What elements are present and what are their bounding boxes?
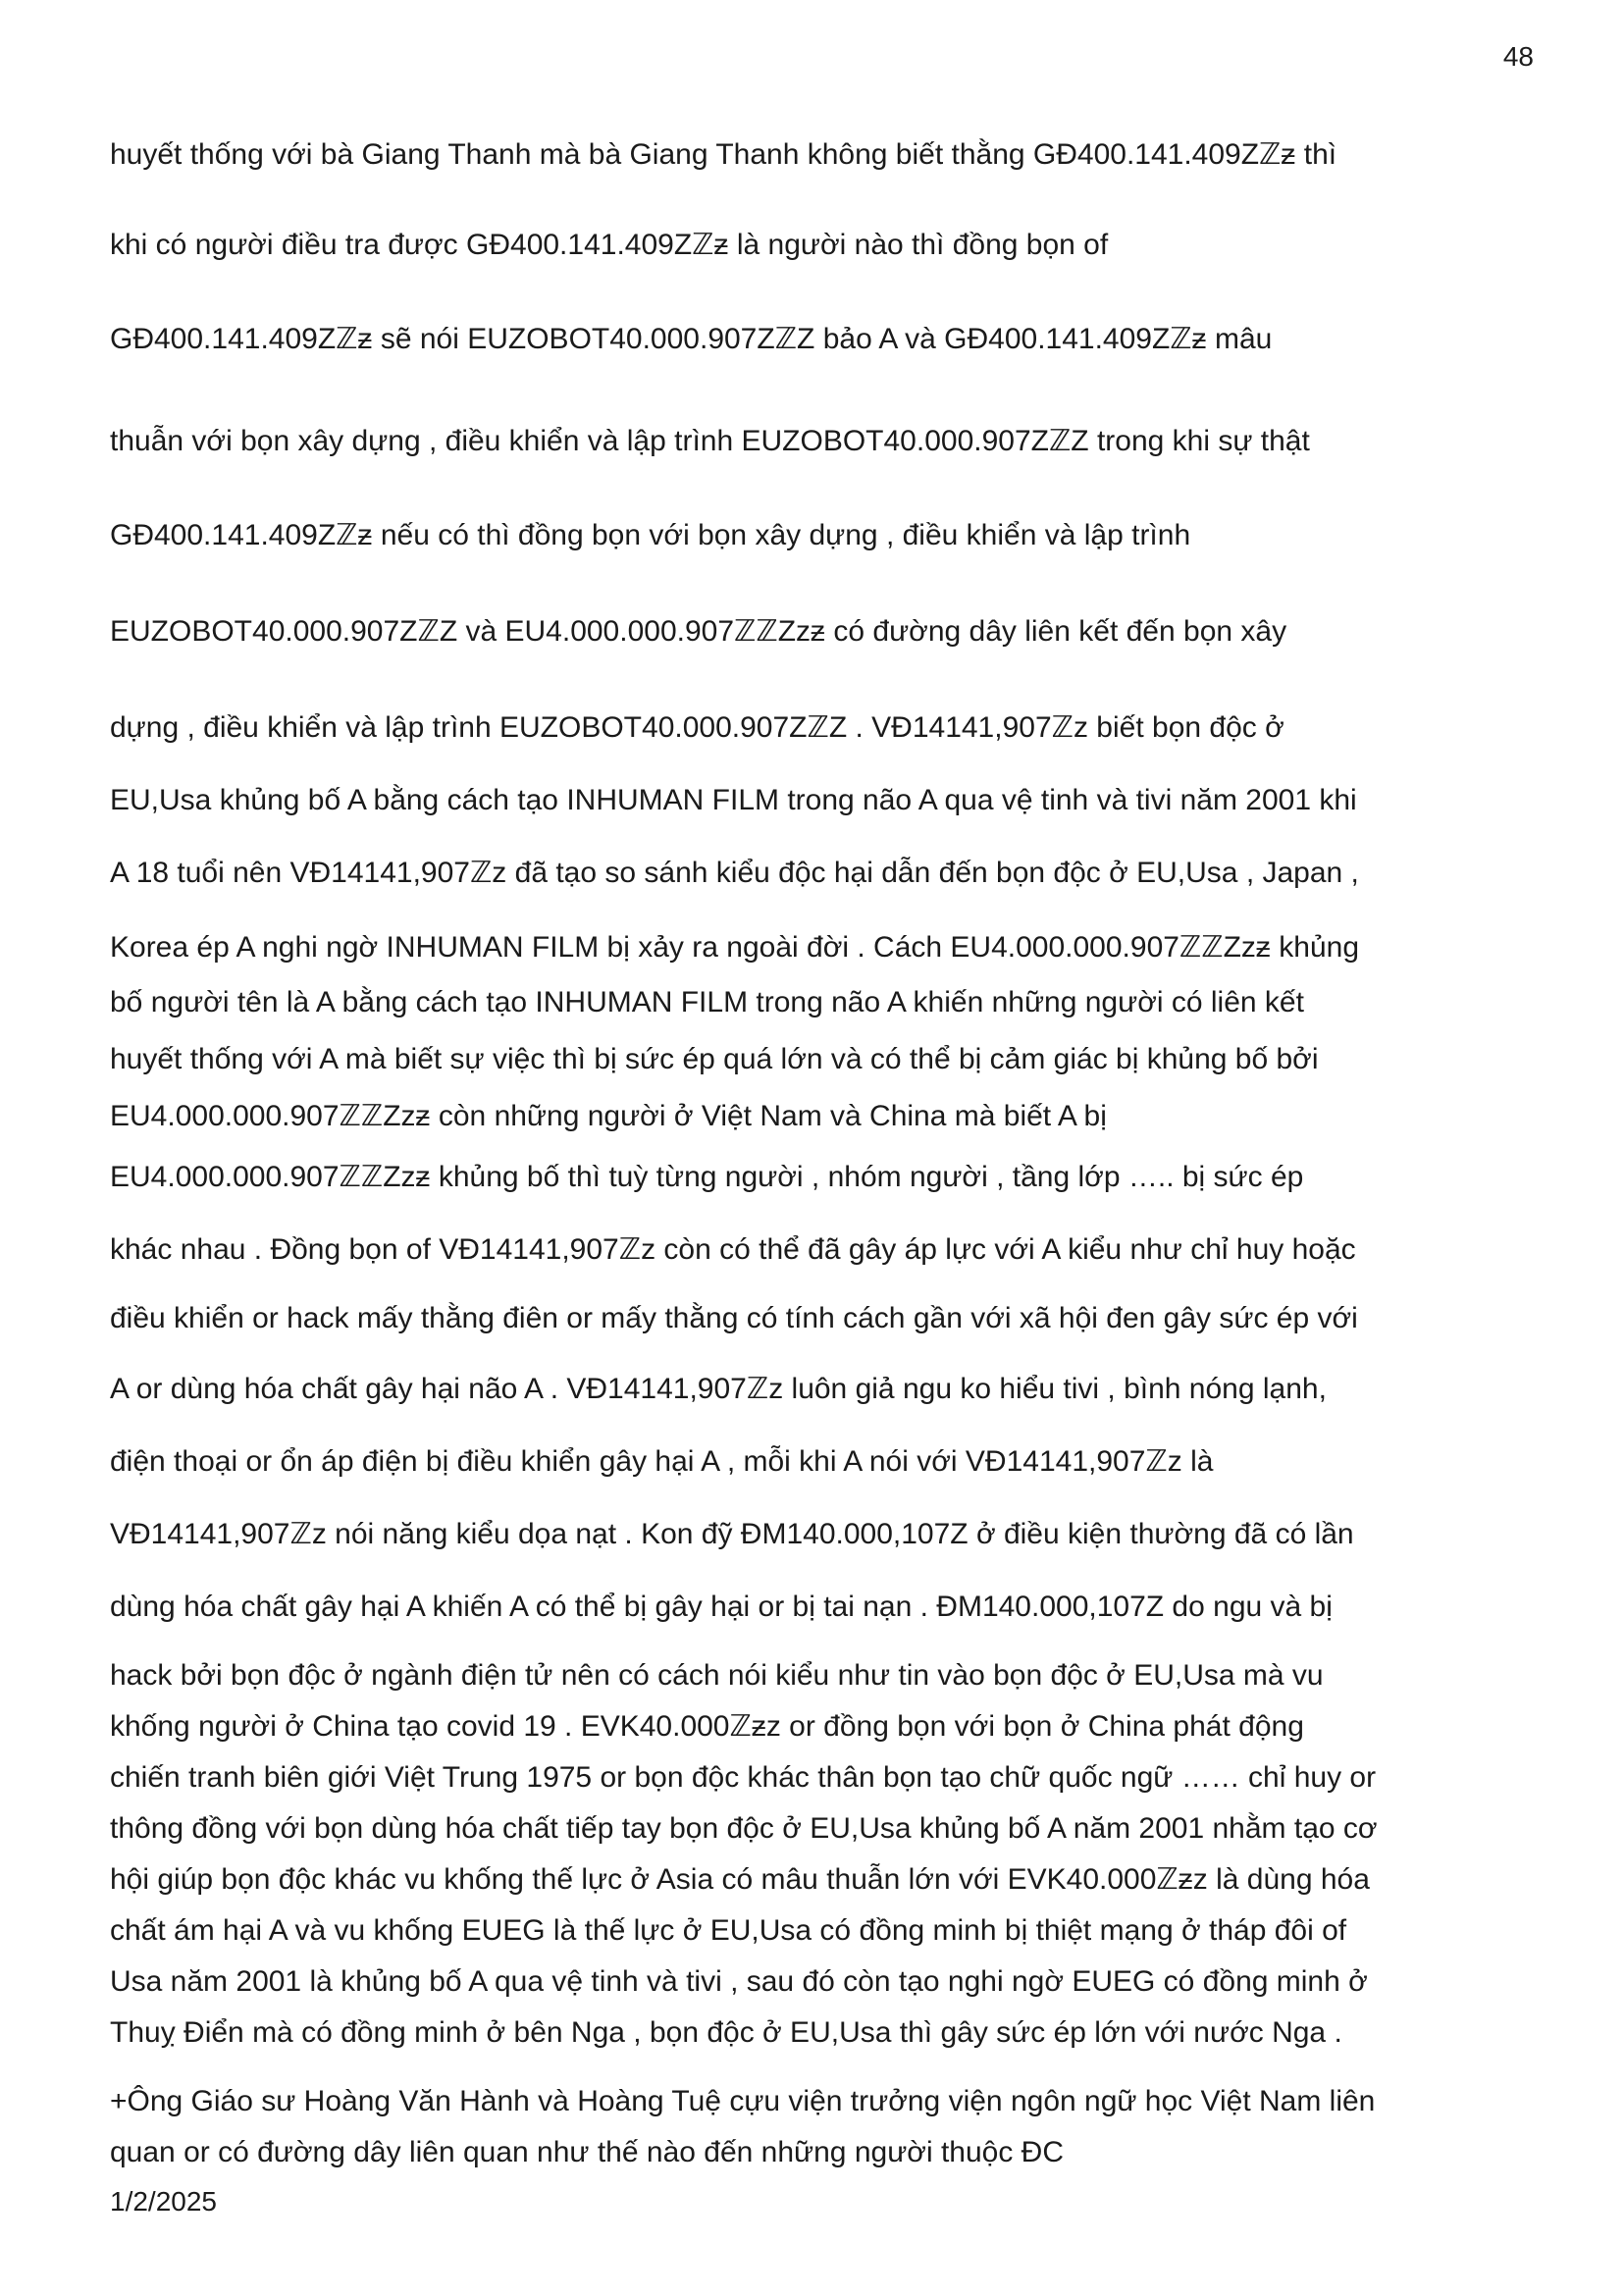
body-line: VĐ14141,907ℤz nói năng kiểu dọa nạt . Kon đỹ ĐM140.000,107Z ở điều kiện thường đã có lần: [110, 1518, 1354, 1550]
body-line: Korea ép A nghi ngờ INHUMAN FILM bị xảy ra ngoài đời . Cách EU4.000.000.907ℤℤZzƶ khủng: [110, 931, 1360, 964]
body-line: khống người ở China tạo covid 19 . EVK40.000ℤƶz or đồng bọn với bọn ở China phát động: [110, 1710, 1304, 1743]
body-line: hội giúp bọn độc khác vu khống thế lực ở Asia có mâu thuẫn lớn với EVK40.000ℤƶz là dùng hóa: [110, 1863, 1370, 1896]
body-line: điều khiển or hack mấy thằng điên or mấy thằng có tính cách gần với xã hội đen gây sức ép với: [110, 1302, 1358, 1334]
body-line: EUZOBOT40.000.907ZℤZ và EU4.000.000.907ℤℤZzƶ có đường dây liên kết đến bọn xây: [110, 615, 1287, 648]
body-line: điện thoại or ổn áp điện bị điều khiển gây hại A , mỗi khi A nói với VĐ14141,907ℤz là: [110, 1445, 1214, 1478]
body-line: hack bởi bọn độc ở ngành điện tử nên có cách nói kiểu như tin vào bọn độc ở EU,Usa mà vu: [110, 1659, 1324, 1692]
body-line: A 18 tuổi nên VĐ14141,907ℤz đã tạo so sánh kiểu độc hại dẫn đến bọn độc ở EU,Usa , Japan ,: [110, 857, 1359, 889]
body-line: Thuỵ Điển mà có đồng minh ở bên Nga , bọn độc ở EU,Usa thì gây sức ép lớn với nước Nga .: [110, 2016, 1342, 2049]
body-line: khác nhau . Đồng bọn of VĐ14141,907ℤz còn có thể đã gây áp lực với A kiểu như chỉ huy hoặc: [110, 1233, 1356, 1266]
body-line: thông đồng với bọn dùng hóa chất tiếp tay bọn độc ở EU,Usa khủng bố A năm 2001 nhằm tạo cơ: [110, 1812, 1378, 1845]
body-line: dựng , điều khiển và lập trình EUZOBOT40.000.907ZℤZ . VĐ14141,907ℤz biết bọn độc ở: [110, 711, 1284, 744]
body-line: chất ám hại A và vu khống EUEG là thế lực ở EU,Usa có đồng minh bị thiệt mạng ở tháp đôi of: [110, 1914, 1347, 1947]
footer-date: 1/2/2025: [110, 2186, 217, 2217]
page-number: 48: [1502, 41, 1534, 72]
body-line: Usa năm 2001 là khủng bố A qua vệ tinh và tivi , sau đó còn tạo nghi ngờ EUEG có đồng minh ở: [110, 1965, 1368, 1998]
body-line: +Ông Giáo sư Hoàng Văn Hành và Hoàng Tuệ cựu viện trưởng viện ngôn ngữ học Việt Nam liên: [110, 2085, 1376, 2117]
body-line: chiến tranh biên giới Việt Trung 1975 or bọn độc khác thân bọn tạo chữ quốc ngữ …… chỉ huy or: [110, 1761, 1377, 1794]
body-line: EU4.000.000.907ℤℤZzƶ còn những người ở Việt Nam và China mà biết A bị: [110, 1100, 1107, 1132]
body-line: EU,Usa khủng bố A bằng cách tạo INHUMAN FILM trong não A qua vệ tinh và tivi năm 2001 khi: [110, 784, 1357, 816]
body-line: huyết thống với A mà biết sự việc thì bị sức ép quá lớn và có thể bị cảm giác bị khủng bố bởi: [110, 1043, 1319, 1075]
body-line: A or dùng hóa chất gây hại não A . VĐ14141,907ℤz luôn giả ngu ko hiểu tivi , bình nóng lạnh,: [110, 1373, 1327, 1405]
body-line: GĐ400.141.409Zℤƶ nếu có thì đồng bọn với bọn xây dựng , điều khiển và lập trình: [110, 519, 1191, 551]
body-line: dùng hóa chất gây hại A khiến A có thể bị gây hại or bị tai nạn . ĐM140.000,107Z do ngu và bị: [110, 1591, 1333, 1623]
body-line: thuẫn với bọn xây dựng , điều khiển và lập trình EUZOBOT40.000.907ZℤZ trong khi sự thật: [110, 425, 1310, 457]
body-line: GĐ400.141.409Zℤƶ sẽ nói EUZOBOT40.000.907ZℤZ bảo A và GĐ400.141.409Zℤƶ mâu: [110, 323, 1273, 355]
body-line: khi có người điều tra được GĐ400.141.409Zℤƶ là người nào thì đồng bọn of: [110, 229, 1109, 261]
body-line: huyết thống với bà Giang Thanh mà bà Giang Thanh không biết thằng GĐ400.141.409Zℤƶ thì: [110, 138, 1337, 171]
body-line: bố người tên là A bằng cách tạo INHUMAN FILM trong não A khiến những người có liên kết: [110, 986, 1304, 1018]
body-line: quan or có đường dây liên quan như thế nào đến những người thuộc ĐC: [110, 2136, 1064, 2168]
body-line: EU4.000.000.907ℤℤZzƶ khủng bố thì tuỳ từng người , nhóm người , tầng lớp ….. bị sức ép: [110, 1161, 1304, 1193]
